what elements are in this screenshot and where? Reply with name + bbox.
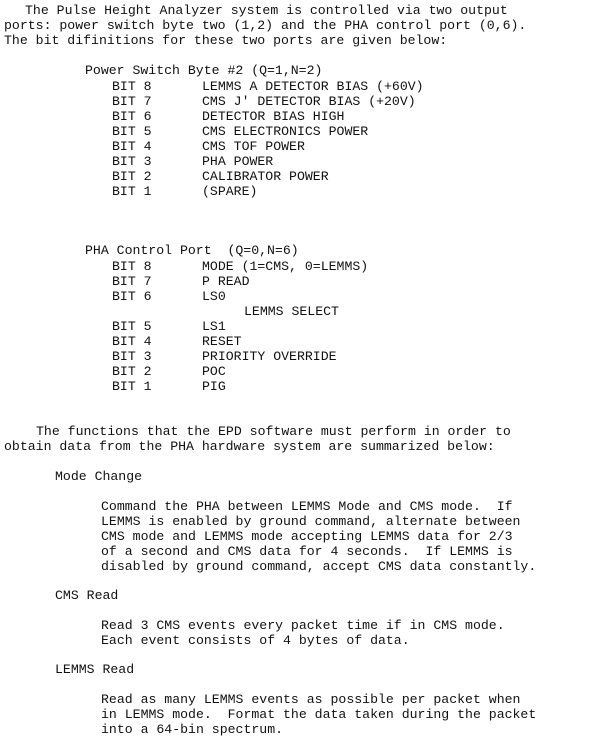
power-bit-label: BIT 6 [112, 109, 152, 124]
intro-line-3: The bit difinitions for these two ports are given below: [4, 33, 448, 48]
cms-read-line: Each event consists of 4 bytes of data. [101, 633, 410, 648]
power-bit-label: BIT 7 [112, 94, 152, 109]
power-bit-label: BIT 4 [112, 139, 152, 154]
lemms-read-line: Read as many LEMMS events as possible per packet when [101, 692, 521, 707]
lemms-read-line: in LEMMS mode. Format the data taken during the packet [101, 707, 537, 722]
cms-read-heading: CMS Read [55, 588, 119, 603]
pha-bit-label: BIT 1 [112, 379, 152, 394]
mode-change-line: of a second and CMS data for 4 seconds. If LEMMS is [101, 544, 513, 559]
mode-change-heading: Mode Change [55, 469, 143, 484]
pha-control-title: PHA Control Port (Q=0,N=6) [85, 243, 299, 258]
power-bit-label: BIT 2 [112, 169, 152, 184]
pha-bit-desc: RESET [202, 334, 242, 349]
power-bit-desc: DETECTOR BIAS HIGH [202, 109, 345, 124]
power-bit-label: BIT 5 [112, 124, 152, 139]
pha-bit-label: BIT 7 [112, 274, 152, 289]
power-bit-desc: CMS TOF POWER [202, 139, 305, 154]
pha-bit-label: BIT 4 [112, 334, 152, 349]
lemms-read-line: into a 64-bin spectrum. [101, 722, 284, 737]
cms-read-line: Read 3 CMS events every packet time if in CMS mode. [101, 618, 505, 633]
functions-line-2: obtain data from the PHA hardware system are summarized below: [4, 439, 495, 454]
power-bit-desc: (SPARE) [202, 184, 258, 199]
power-bit-desc: CMS ELECTRONICS POWER [202, 124, 369, 139]
pha-bit-label: BIT 8 [112, 259, 152, 274]
power-bit-desc: PHA POWER [202, 154, 274, 169]
lemms-select-label: LEMMS SELECT [244, 304, 339, 319]
power-bit-desc: CMS J' DETECTOR BIAS (+20V) [202, 94, 416, 109]
power-bit-label: BIT 3 [112, 154, 152, 169]
mode-change-line: Command the PHA between LEMMS Mode and CMS mode. If [101, 499, 513, 514]
pha-bit-desc: LS1 [202, 319, 226, 334]
pha-bit-desc: LS0 [202, 289, 226, 304]
pha-bit-label: BIT 6 [112, 289, 152, 304]
mode-change-line: disabled by ground command, accept CMS data constantly. [101, 559, 537, 574]
pha-bit-label: BIT 5 [112, 319, 152, 334]
power-switch-title: Power Switch Byte #2 (Q=1,N=2) [85, 63, 323, 78]
power-bit-desc: LEMMS A DETECTOR BIAS (+60V) [202, 79, 424, 94]
pha-bit-label: BIT 2 [112, 364, 152, 379]
intro-line-1: The Pulse Height Analyzer system is controlled via two output [25, 3, 508, 18]
power-bit-desc: CALIBRATOR POWER [202, 169, 329, 184]
pha-bit-desc: P READ [202, 274, 250, 289]
pha-bit-desc: MODE (1=CMS, 0=LEMMS) [202, 259, 369, 274]
pha-bit-desc: POC [202, 364, 226, 379]
power-bit-label: BIT 8 [112, 79, 152, 94]
mode-change-line: CMS mode and LEMMS mode accepting LEMMS data for 2/3 [101, 529, 513, 544]
pha-bit-desc: PRIORITY OVERRIDE [202, 349, 337, 364]
lemms-read-heading: LEMMS Read [55, 662, 135, 677]
mode-change-line: LEMMS is enabled by ground command, alternate between [101, 514, 521, 529]
pha-bit-label: BIT 3 [112, 349, 152, 364]
functions-line-1: The functions that the EPD software must perform in order to [36, 424, 511, 439]
pha-bit-desc: PIG [202, 379, 226, 394]
power-bit-label: BIT 1 [112, 184, 152, 199]
intro-line-2: ports: power switch byte two (1,2) and the PHA control port (0,6). [4, 18, 527, 33]
